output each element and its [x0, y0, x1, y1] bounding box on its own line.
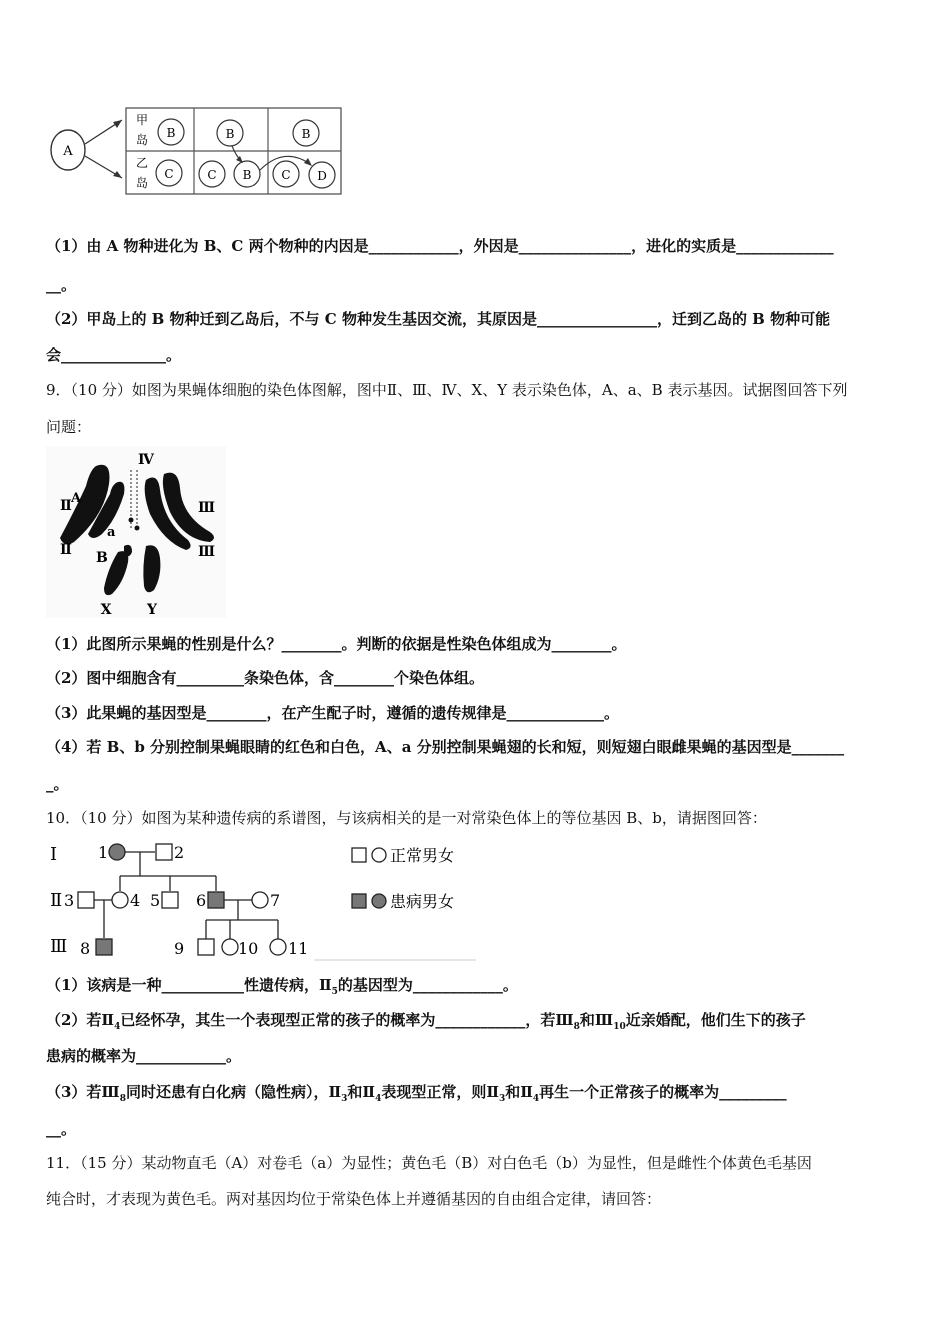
label-chrom-iii-top: Ⅲ	[198, 500, 216, 516]
person-2	[156, 844, 172, 860]
legend-normal-male	[352, 848, 366, 862]
gen-label-i: Ⅰ	[50, 844, 58, 865]
label-chrom-ii-bottom: Ⅱ	[60, 542, 72, 558]
person-3	[78, 892, 94, 908]
island-yi-char1: 乙	[136, 156, 149, 170]
q9-part2: （2）图中细胞含有_________条染色体，含________个染色体组。	[46, 669, 484, 687]
jia-cell-1: B	[166, 126, 176, 140]
person-4-label: 4	[130, 891, 141, 910]
q8-part1-end: __。	[46, 276, 77, 294]
q10-stem: 10．（10 分）如图为某种遗传病的系谱图，与该病相关的是一对常染色体上的等位基因 B、b，请据图回答：	[46, 809, 767, 827]
q10-part3-end: __。	[46, 1120, 77, 1138]
label-chrom-x: X	[100, 602, 112, 618]
q9-part3: （3）此果蝇的基因型是________，在产生配子时，遵循的遗传规律是_____________。	[46, 704, 619, 722]
q9-stem-line2: 问题：	[46, 418, 92, 436]
legend-affected-label: 患病男女	[390, 892, 455, 911]
person-9-label: 9	[174, 939, 185, 958]
q9-part1: （1）此图所示果蝇的性别是什么？________。判断的依据是性染色体组成为________。	[46, 635, 627, 653]
legend-affected-female	[372, 894, 386, 908]
person-9	[198, 939, 214, 955]
island-yi-char2: 岛	[136, 176, 149, 190]
yi-cell-2: C	[207, 168, 217, 182]
legend-affected-male	[352, 894, 366, 908]
yi-cell-3: B	[242, 168, 252, 182]
label-gene-A: A	[71, 491, 82, 506]
q11-stem-line2: 纯合时，才表现为黄色毛。两对基因均位于常染色体上并遵循基因的自由组合定律，请回答：	[46, 1190, 662, 1208]
person-3-label: 3	[64, 891, 75, 910]
island-jia-char1: 甲	[136, 113, 149, 127]
yi-cell-4: C	[281, 168, 291, 182]
person-4	[112, 892, 128, 908]
pedigree-figure	[46, 836, 486, 964]
person-11	[270, 939, 286, 955]
q10-part2: （2）若$Ⅱ_4$已经怀孕，其生一个表现型正常的孩子的概率为____________，若$Ⅲ_8$和$Ⅲ_{10}$近亲婚配，他们生下的孩子	[46, 1011, 806, 1032]
label-chrom-ii-top: Ⅱ	[60, 498, 72, 514]
label-gene-B: B	[96, 550, 108, 566]
label-gene-a: a	[107, 525, 116, 540]
yi-cell-5: D	[317, 169, 327, 183]
person-11-label: 11	[288, 939, 309, 958]
q10-part3: （3）若$Ⅲ_8$同时还患有白化病（隐性病），$Ⅱ_3$和$Ⅱ_4$表现型正常，则$Ⅱ_3$和$Ⅱ_4$再生一个正常孩子的概率为_________	[46, 1083, 787, 1104]
person-10	[222, 939, 238, 955]
person-5	[162, 892, 178, 908]
person-8-label: 8	[80, 939, 91, 958]
person-6-label: 6	[196, 891, 207, 910]
person-1-label: 1	[98, 843, 109, 862]
person-2-label: 2	[174, 843, 185, 862]
q9-stem-line1: 9．（10 分）如图为果蝇体细胞的染色体图解，图中Ⅱ、Ⅲ、Ⅳ、X、Y 表示染色体，A、a、B 表示基因。试据图回答下列	[46, 381, 848, 399]
person-8	[96, 939, 112, 955]
label-chrom-iii-bottom: Ⅲ	[198, 544, 216, 560]
legend-normal-label: 正常男女	[390, 846, 455, 865]
q9-part4-end: _。	[46, 775, 69, 793]
q9-part4: （4）若 B、b 分别控制果蝇眼睛的红色和白色，A、a 分别控制果蝇翅的长和短，则短翅白眼雌果蝇的基因型是_______	[46, 738, 845, 756]
person-5-label: 5	[150, 891, 161, 910]
q8-part2: （2）甲岛上的 B 物种迁到乙岛后，不与 C 物种发生基因交流，其原因是________________，迁到乙岛的 B 物种可能	[46, 310, 831, 328]
jia-cell-2: B	[225, 127, 235, 141]
person-7-label: 7	[270, 891, 281, 910]
legend-normal-female	[372, 848, 386, 862]
gen-label-ii: Ⅱ	[50, 890, 63, 911]
person-7	[252, 892, 268, 908]
label-chrom-iv: Ⅳ	[138, 452, 154, 468]
q8-part2-end: 会______________。	[46, 346, 182, 364]
label-chrom-y: Y	[147, 602, 157, 618]
q10-part2-line2: 患病的概率为____________。	[46, 1047, 242, 1065]
island-jia-char2: 岛	[136, 133, 149, 147]
q11-stem-line1: 11．（15 分）某动物直毛（A）对卷毛（a）为显性；黄色毛（B）对白色毛（b）为显性，但是雌性个体黄色毛基因	[46, 1154, 812, 1172]
person-1	[109, 844, 125, 860]
jia-cell-3: B	[301, 127, 311, 141]
person-10-label: 10	[238, 939, 259, 958]
yi-cell-1: C	[164, 167, 174, 181]
q8-part1: （1）由 A 物种进化为 B、C 两个物种的内因是____________，外因是_______________，进化的实质是_____________	[46, 237, 834, 255]
q10-part1: （1）该病是一种___________性遗传病，$Ⅱ_5$的基因型为____________。	[46, 976, 518, 997]
gen-label-iii: Ⅲ	[50, 936, 68, 957]
person-6	[208, 892, 224, 908]
chromosome-figure	[46, 446, 226, 618]
speciation-figure	[46, 100, 346, 200]
species-a-label: A	[63, 144, 73, 159]
